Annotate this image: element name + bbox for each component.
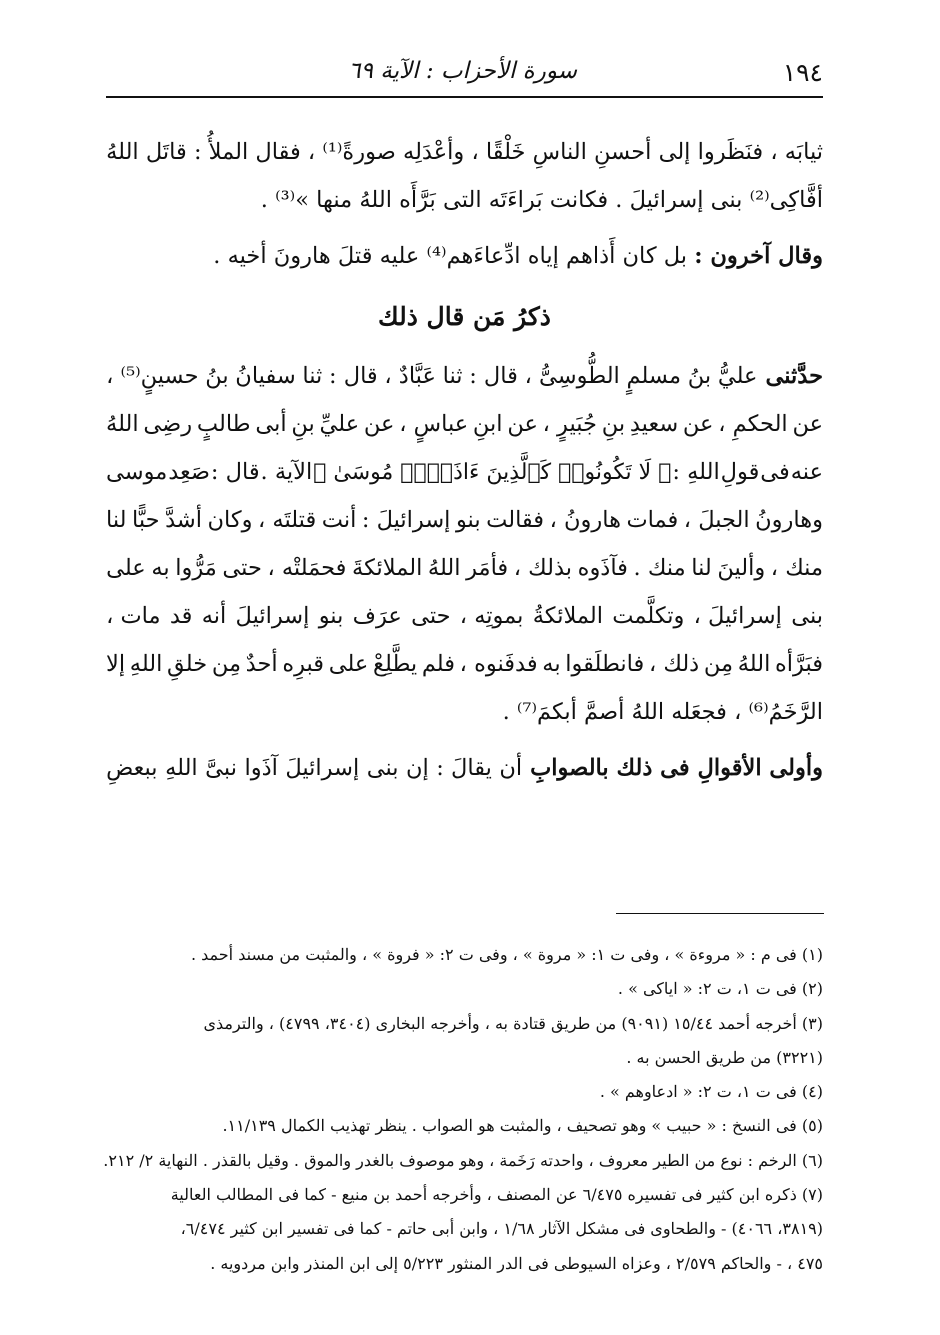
page-header [106,52,823,98]
word: عرَف [352,603,402,629]
word: عنه [790,459,823,485]
word: ثيابَه ، [770,139,823,165]
word: مَرُّوا [175,555,217,581]
word: قد [169,603,193,629]
word: ذلك ، [648,651,700,677]
word: بنو [318,603,344,629]
word: بذلك ، [513,555,573,581]
footnote-rule [616,913,824,914]
word: وأعْدَلِه [403,139,465,165]
word: حبًّا [132,507,160,533]
paragraph-lead: وقال آخرون : [694,243,823,269]
word: بنو [455,507,481,533]
paragraph-lead: وأولى الأقوالِ فى ذلك بالصوابِ [530,755,823,781]
word: الحكمِ ، [718,411,788,437]
word: حتى [222,555,262,581]
line-text: بل كان أَذاهم إياه ادِّعاءَهم⁽⁴⁾ عليه قتلَ هارونَ أخيه . [213,243,688,269]
word: بنُ [205,363,229,389]
word: اللهُ [427,555,461,581]
word: على [106,555,146,581]
word: عن [792,411,823,437]
word: خلقِ [167,651,208,677]
word: اللهُ [737,651,771,677]
word: أبى [255,411,287,437]
paragraph-lead: حدَّثنى [765,363,823,389]
word: نبىَّ [205,755,237,781]
page-number: ١٩٤ [782,58,823,87]
word: إن [406,755,429,781]
word: صورةً⁽¹⁾ ، [307,139,396,165]
footnote-line: (٣) أخرجه أحمد ١٥/٤٤ (٩٠٩١) من طريق قتادة به ، وأخرجه البخارى (٣٤٠٤، ٤٧٩٩) ، والترمذى [203,1013,823,1033]
text-line [106,400,823,448]
text-line [106,448,823,496]
word: يطَّلِعْ [373,651,418,677]
word: وتكلَّمت [612,603,685,629]
footnote-line: (٦) الرخم : نوع من الطير معروف ، واحدته رَخَمة ، وهو موصوف بالغدر والموق . وقيل بالقذر . النهاية ٢/ ٢١٢. [103,1150,823,1170]
word: صَعِد [168,459,210,485]
word: إسرائيلَ ، [693,603,782,629]
word: عليُّ [717,363,758,389]
word: إلى [658,139,691,165]
word: منك . [633,555,686,581]
word: حسينٍ⁽⁵⁾ ، [106,363,199,389]
word: بنِ [601,411,626,437]
word: إلا [106,651,126,677]
section-heading: ذكرُ مَن قال ذلك [378,302,551,331]
word: رضِى [143,411,193,437]
word: حتى [411,603,451,629]
text-line [106,232,823,280]
word: قاتَل [145,139,187,165]
word: ابنِ [472,411,503,437]
line-text: الرَّخَمُ⁽⁶⁾ ، فجعَله اللهُ أصمَّ أبكمَ⁽⁷⁾ . [502,699,823,725]
word: وكان [207,507,253,533]
word: الملائكةَ [352,555,423,581]
word: بنُ [687,363,712,389]
word: يقالَ : [436,755,492,781]
word: فدفَنوه ، [459,651,538,677]
word: عباسٍ ، [399,411,469,437]
line-text: أفَّاكِى⁽²⁾ بنى إسرائيلَ . فكانت بَراءَتَه التى بَرَّأَه اللهُ منها »⁽³⁾ . [260,187,823,213]
word: فى [760,459,790,485]
word: لنا [691,555,712,581]
footnote-line: (٢) فى ت ١، ت ٢: « اياكى » . [617,979,823,999]
word: وألينَ [717,555,766,581]
word: بنِ [291,411,315,437]
footnote-line: (١) فى م : « مروءة » ، وفى ت ١: « مروة » ، وفى ت ٢: « فروة » ، والمثبت من مسند أحمد . [190,945,823,964]
word: إسرائيلَ : [361,507,451,533]
word: موسى [106,459,168,485]
word: به [542,651,561,677]
word: مسلمٍ [626,363,682,389]
word: مِن [703,651,734,677]
word: خَلْقًا ، [471,139,526,165]
word: الآية . [260,459,313,485]
word: هارونُ ، [549,507,621,533]
word: أنت [321,507,357,533]
word: بنى [791,603,823,629]
running-title: سورة الأحزاب : الآية ٦٩ [348,58,577,84]
word: جُبَيرٍ ، [542,411,597,437]
text-line [106,176,823,224]
word: الطُّوسِىُّ ، [524,363,620,389]
word: قال : [210,459,260,485]
text-line [106,688,823,736]
text-line [106,592,823,640]
word: فمات [626,507,679,533]
word: قال : [329,363,378,389]
word: عَبَّادٌ ، [384,363,436,389]
footnote-line: (٣٢٢١) من طريق الحسن به . [626,1047,823,1067]
word: فقال [255,139,301,165]
header-rule [106,96,823,98]
word: اللهِ [129,651,163,677]
word: فنَظَروا [697,139,764,165]
word: الملأُ : [193,139,249,165]
word: اللهُ [106,411,139,437]
word: آذَوا [244,755,278,781]
footnote-line: ٤٧٥ ، - والحاكم ٢/٥٧٩ ، وعزاه السيوطى فى الدر المنثور ٥/٢٢٣ إلى ابن المنذر وابن مردويه . [210,1253,823,1273]
word: مات ، [106,603,161,629]
word: أنه [201,603,227,629]
word: قتلتَه ، [257,507,317,533]
text-line [106,544,823,592]
word: عن [682,411,714,437]
word: وهارونُ [755,507,823,533]
word: قال : [469,363,518,389]
line-words [106,352,757,400]
text-line [106,128,823,176]
word: أشدَّ [165,507,202,533]
word: فانطلَقوا [565,651,645,677]
word: الجبلَ ، [683,507,750,533]
word: اللهِ : [672,459,720,485]
word: فلم [421,651,456,677]
word: ثنا [302,363,323,389]
text-line [106,496,823,544]
word: طالبٍ [196,411,251,437]
footnotes [103,938,823,1281]
word: عن [363,411,395,437]
word: عن [507,411,538,437]
text-line [106,640,823,688]
word: ﴿ لَا تَكُونُوا۟ كَٱلَّذِينَ ءَاذَوۡا۟ مُوسَىٰ ﴾ [313,460,672,485]
word: فبَرَّأه [775,651,823,677]
word: قولِ [720,459,760,485]
footnote-line: (٣٨١٩، ٤٠٦٦) - والطحاوى فى مشكل الآثار ١/٦٨ ، وابن أبى حاتم - كما فى تفسير ابن كثير ٦/٤٧٤، [180,1219,823,1239]
word: أحدٌ [245,651,278,677]
footnote-line: (٧) ذكره ابن كثير فى تفسيره ٦/٤٧٥ عن المصنف ، وأخرجه أحمد بن منيع - كما فى المطالب العالية [170,1185,823,1205]
word: سفيانُ [235,363,296,389]
word: لنا [106,507,127,533]
word: عليِّ [319,411,360,437]
word: إسرائيلَ [285,755,360,781]
word: مِن [211,651,242,677]
text-line [106,744,823,792]
word: إسرائيلَ [235,603,310,629]
word: الملائكةُ [532,603,603,629]
word: فأمَر [466,555,509,581]
word: منك ، [770,555,823,581]
word: الناسِ [532,139,587,165]
word: أحسنِ [594,139,652,165]
word: ثنا [442,363,463,389]
text-line [106,352,823,400]
line-words [106,744,522,792]
word: فقالت [486,507,545,533]
footnote-line: (٤) فى ت ١، ت ٢: « ادعاوهم » . [599,1082,823,1102]
word: بموتِه ، [459,603,524,629]
main-text [106,128,823,792]
word: سعيدِ [629,411,679,437]
word: أن [499,755,523,781]
word: بنى [366,755,399,781]
word: ببعضِ [106,755,158,781]
word: فحمَلتْه ، [267,555,347,581]
word: اللهُ [106,139,139,165]
word: اللهِ [165,755,198,781]
word: به [151,555,170,581]
word: قبرِه [282,651,325,677]
word: فآذَوه [577,555,628,581]
footnote-line: (٥) فى النسخ : « حبيب » وهو تصحيف ، والمثبت هو الصواب . ينظر تهذيب الكمال ١١/١٣٩. [222,1116,823,1136]
word: على [328,651,369,677]
